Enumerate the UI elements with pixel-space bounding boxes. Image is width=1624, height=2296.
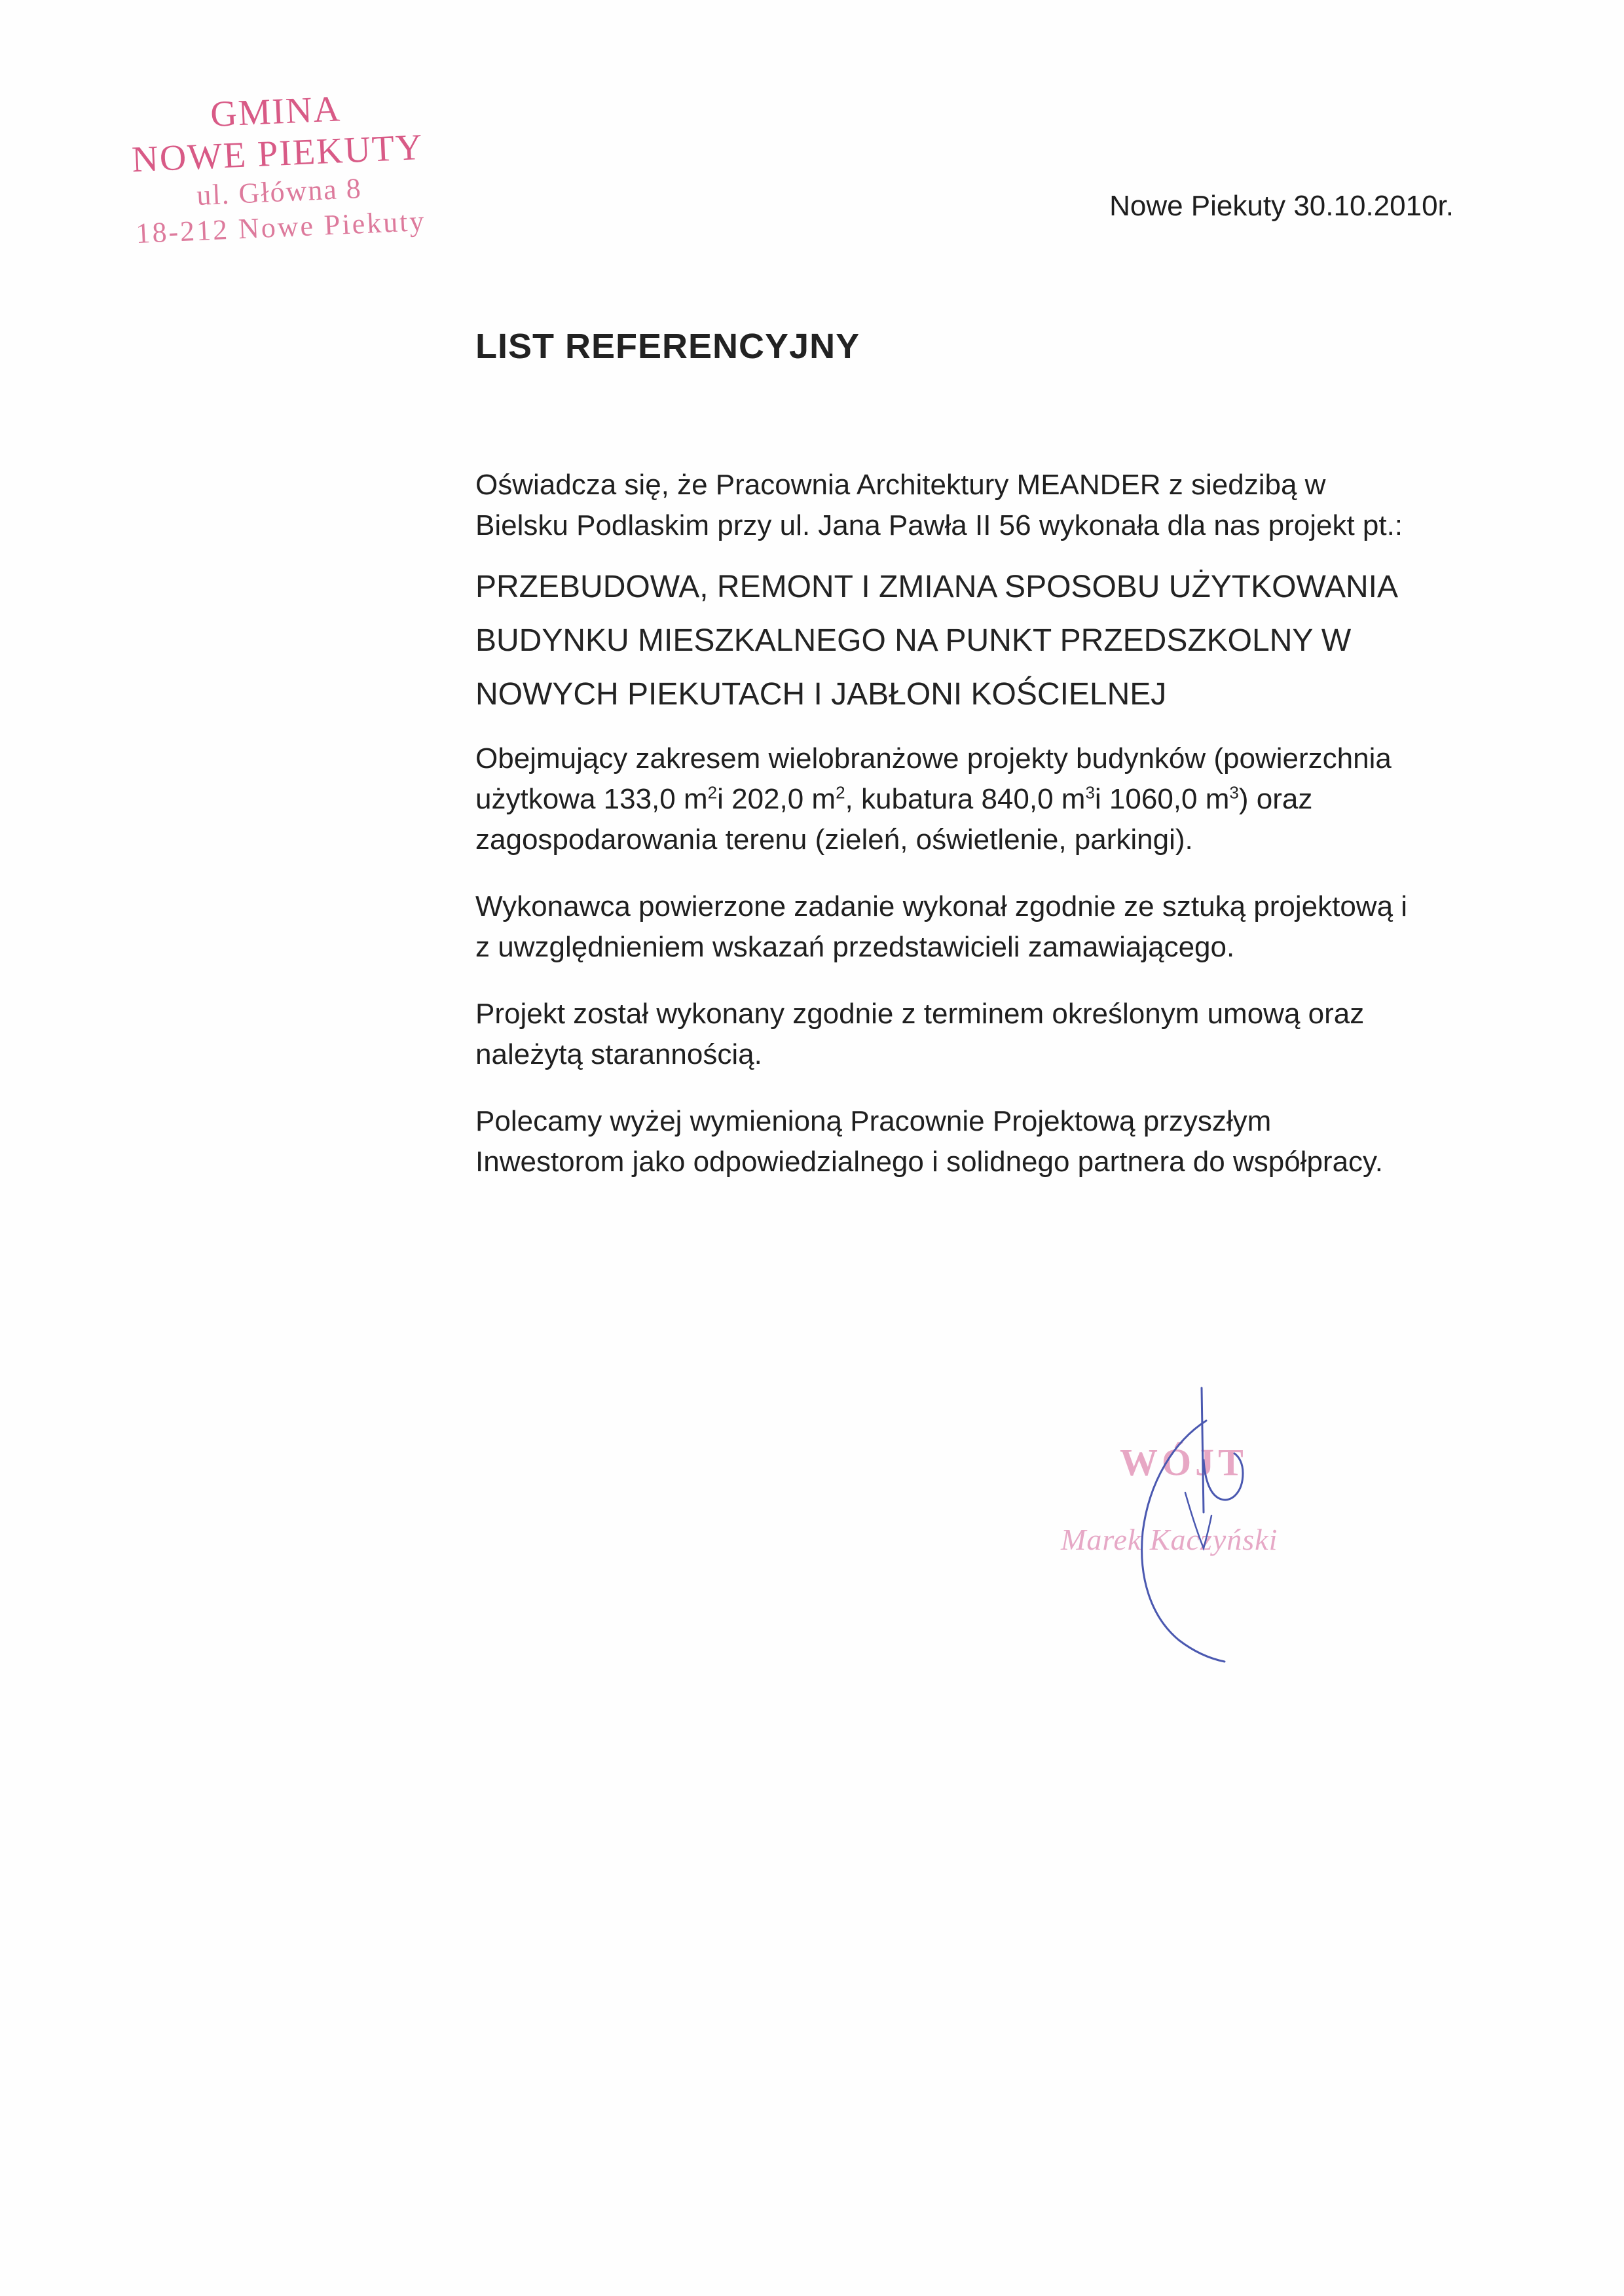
- execution-paragraph: [475, 886, 1471, 968]
- project-title-line-3: NOWYCH PIEKUTACH I JABŁONI KOŚCIELNEJ: [475, 677, 1167, 712]
- municipality-stamp: [105, 83, 452, 252]
- intro-line-2: Bielsku Podlaskim przy ul. Jana Pawła II 56 wykonała dla nas projekt pt.:: [475, 509, 1403, 541]
- intro-line-1: Oświadcza się, że Pracownia Architektury MEANDER z siedzibą w: [475, 469, 1326, 501]
- recommendation-line-1: Polecamy wyżej wymienioną Pracownie Projektową przyszłym: [475, 1105, 1272, 1137]
- scope-line-2: [475, 779, 1471, 820]
- scope-paragraph: [475, 738, 1471, 860]
- letter-heading: LIST REFERENCYJNY: [475, 327, 860, 366]
- signature-stamp-name: Marek Kaczyński: [1061, 1523, 1278, 1556]
- stamp-line-street: ul. Główna 8: [196, 172, 363, 211]
- execution-line-2: z uwzględnieniem wskazań przedstawicieli zamawiającego.: [475, 931, 1235, 963]
- deadline-line-2: należytą starannością.: [475, 1038, 762, 1070]
- deadline-line-1: Projekt został wykonany zgodnie z terminem określonym umową oraz: [475, 998, 1365, 1030]
- handwritten-signature: [1035, 1381, 1401, 1669]
- scope-line-3: zagospodarowania terenu (zieleń, oświetlenie, parkingi).: [475, 824, 1193, 856]
- project-title-line-1: PRZEBUDOWA, REMONT I ZMIANA SPOSOBU UŻYTKOWANIA: [475, 570, 1399, 604]
- project-title: [475, 560, 1471, 721]
- intro-paragraph: [475, 465, 1471, 546]
- area-exponent-2: 2: [836, 782, 845, 803]
- letter-body: [475, 465, 1471, 1209]
- stamp-line-name: NOWE PIEKUTY: [131, 126, 424, 181]
- execution-line-1: Wykonawca powierzone zadanie wykonał zgodnie ze sztuką projektową i: [475, 890, 1408, 922]
- recommendation-paragraph: [475, 1101, 1471, 1182]
- signature-stamp-title: WÓJT: [1120, 1441, 1247, 1484]
- recommendation-line-2: Inwestorom jako odpowiedzialnego i solidnego partnera do współpracy.: [475, 1146, 1383, 1178]
- volume-suffix: ) oraz: [1238, 783, 1313, 815]
- deadline-paragraph: [475, 994, 1471, 1075]
- project-title-line-2: BUDYNKU MIESZKALNEGO NA PUNKT PRZEDSZKOLNY W: [475, 623, 1352, 658]
- volume-text: , kubatura 840,0 m: [845, 783, 1086, 815]
- signature-block: [1035, 1381, 1401, 1669]
- scope-line-1: Obejmujący zakresem wielobranżowe projekty budynków (powierzchnia: [475, 742, 1392, 774]
- volume-exponent-1: 3: [1085, 782, 1095, 803]
- area-text-2: i 202,0 m: [717, 783, 836, 815]
- area-text: użytkowa 133,0 m: [475, 783, 708, 815]
- volume-exponent-2: 3: [1229, 782, 1239, 803]
- place-and-date: Nowe Piekuty 30.10.2010r.: [1109, 190, 1454, 222]
- stamp-line-gmina: GMINA: [210, 88, 342, 135]
- area-exponent-1: 2: [707, 782, 718, 803]
- volume-text-2: i 1060,0 m: [1094, 783, 1230, 815]
- stamp-line-postcode: 18-212 Nowe Piekuty: [135, 204, 427, 250]
